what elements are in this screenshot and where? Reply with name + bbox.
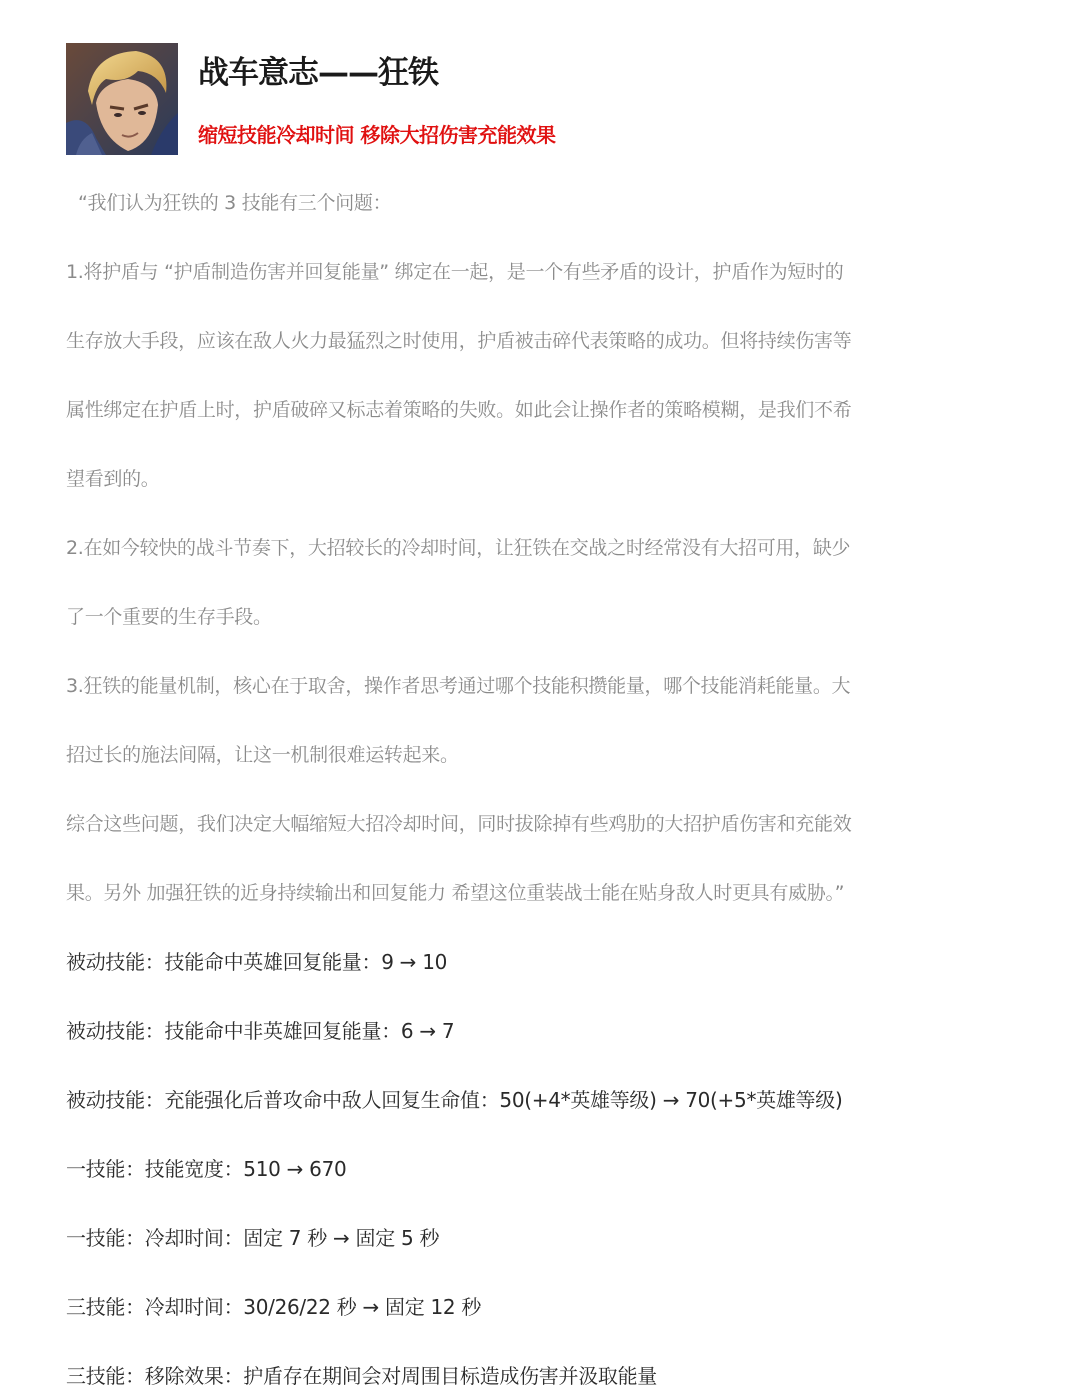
paragraph-line: 3.狂铁的能量机制，核心在于取舍，操作者思考通过哪个技能积攒能量，哪个技能消耗能量。大 xyxy=(66,675,851,697)
paragraph-line: 果。另外 加强狂铁的近身持续输出和回复能力 希望这位重装战士能在贴身敌人时更具有威胁。” xyxy=(66,882,845,904)
paragraph-line: 招过长的施法间隔，让这一机制很难运转起来。 xyxy=(66,744,459,766)
change-item: 被动技能：充能强化后普攻命中敌人回复生命值：50(+4*英雄等级) → 70(+5*英雄等级) xyxy=(66,1088,843,1112)
hero-portrait-icon xyxy=(66,43,178,155)
paragraph-line: 综合这些问题，我们决定大幅缩短大招冷却时间，同时拔除掉有些鸡肋的大招护盾伤害和充能效 xyxy=(66,813,852,835)
paragraph-line: 属性绑定在护盾上时，护盾破碎又标志着策略的失败。如此会让操作者的策略模糊，是我们不希 xyxy=(66,399,852,421)
paragraph-line: 了一个重要的生存手段。 xyxy=(66,606,272,628)
change-item: 三技能：冷却时间：30/26/22 秒 → 固定 12 秒 xyxy=(66,1295,482,1319)
page-title: 战车意志——狂铁 xyxy=(198,55,438,91)
change-item: 三技能：移除效果：护盾存在期间会对周围目标造成伤害并汲取能量 xyxy=(66,1364,657,1388)
paragraph-intro: “我们认为狂铁的 3 技能有三个问题： xyxy=(78,192,392,214)
paragraph-line: 2.在如今较快的战斗节奏下，大招较长的冷却时间，让狂铁在交战之时经常没有大招可用，缺少 xyxy=(66,537,851,559)
change-item: 一技能：技能宽度：510 → 670 xyxy=(66,1157,347,1181)
paragraph-line: 望看到的。 xyxy=(66,468,160,490)
change-item: 被动技能：技能命中非英雄回复能量：6 → 7 xyxy=(66,1019,455,1043)
change-summary: 缩短技能冷却时间 移除大招伤害充能效果 xyxy=(198,123,556,147)
paragraph-line: 生存放大手段，应该在敌人火力最猛烈之时使用，护盾被击碎代表策略的成功。但将持续伤害等 xyxy=(66,330,852,352)
change-item: 被动技能：技能命中英雄回复能量：9 → 10 xyxy=(66,950,448,974)
hero-avatar xyxy=(66,43,178,155)
paragraph-line: 1.将护盾与 “护盾制造伤害并回复能量” 绑定在一起，是一个有些矛盾的设计，护盾作为短时的 xyxy=(66,261,844,283)
change-item: 一技能：冷却时间：固定 7 秒 → 固定 5 秒 xyxy=(66,1226,440,1250)
hero-header xyxy=(66,43,1026,157)
